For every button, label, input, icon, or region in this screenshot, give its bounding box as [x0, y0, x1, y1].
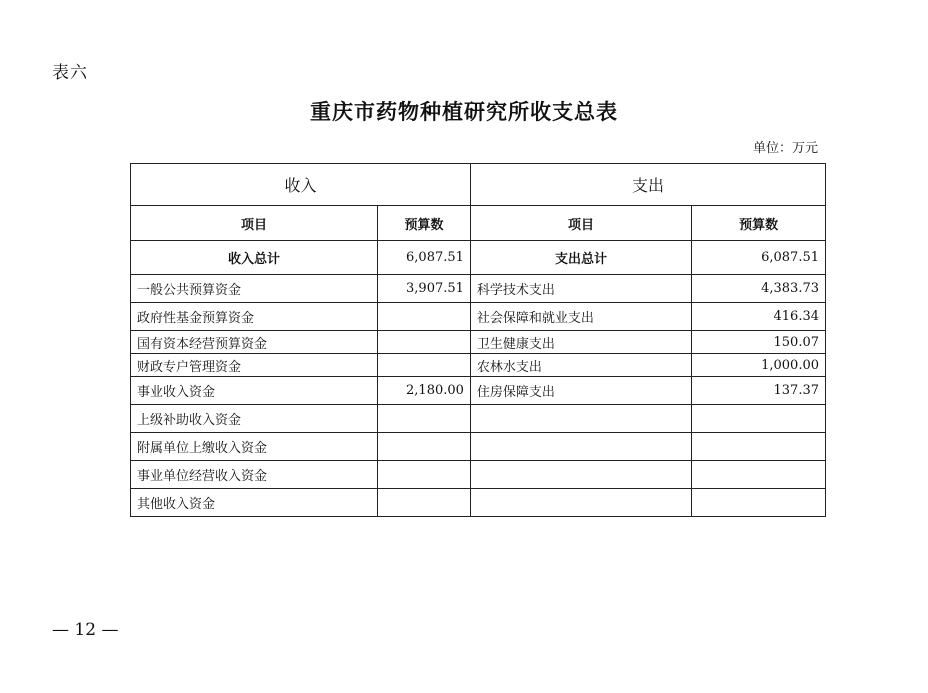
expenditure-section-header: 支出 — [470, 164, 825, 206]
column-header-row — [131, 206, 826, 241]
expense-budget-header: 预算数 — [692, 206, 826, 241]
income-value — [378, 461, 471, 489]
income-item: 政府性基金预算资金 — [131, 303, 378, 331]
table-row — [131, 377, 826, 405]
income-value — [378, 331, 471, 354]
expense-total-value: 6,087.51 — [692, 241, 826, 275]
expense-item — [470, 489, 691, 517]
expense-item — [470, 461, 691, 489]
income-value — [378, 405, 471, 433]
expense-value: 416.34 — [692, 303, 826, 331]
unit-label: 单位：万元 — [752, 141, 818, 156]
expense-item — [470, 433, 691, 461]
table-row — [131, 405, 826, 433]
budget-table — [130, 163, 826, 517]
income-item: 一般公共预算资金 — [131, 275, 378, 303]
expense-item — [470, 405, 691, 433]
expense-value: 150.07 — [692, 331, 826, 354]
expense-total-label: 支出总计 — [470, 241, 691, 275]
table-row — [131, 461, 826, 489]
expense-item: 科学技术支出 — [470, 275, 691, 303]
income-item: 事业收入资金 — [131, 377, 378, 405]
table-row — [131, 331, 826, 354]
expense-item: 社会保障和就业支出 — [470, 303, 691, 331]
page-number: — 12 — — [52, 620, 119, 640]
expense-item: 住房保障支出 — [470, 377, 691, 405]
income-item: 其他收入资金 — [131, 489, 378, 517]
expense-value — [692, 461, 826, 489]
income-value: 3,907.51 — [378, 275, 471, 303]
table-row — [131, 489, 826, 517]
income-item-header: 项目 — [131, 206, 378, 241]
income-total-value: 6,087.51 — [378, 241, 471, 275]
totals-row — [131, 241, 826, 275]
income-item: 国有资本经营预算资金 — [131, 331, 378, 354]
table-row — [131, 433, 826, 461]
income-value — [378, 354, 471, 377]
income-budget-header: 预算数 — [378, 206, 471, 241]
income-value: 2,180.00 — [378, 377, 471, 405]
income-item: 财政专户管理资金 — [131, 354, 378, 377]
expense-value — [692, 405, 826, 433]
income-item: 事业单位经营收入资金 — [131, 461, 378, 489]
expense-item: 卫生健康支出 — [470, 331, 691, 354]
income-item: 上级补助收入资金 — [131, 405, 378, 433]
expense-value — [692, 433, 826, 461]
income-value — [378, 489, 471, 517]
income-total-label: 收入总计 — [131, 241, 378, 275]
income-item: 附属单位上缴收入资金 — [131, 433, 378, 461]
expense-value: 4,383.73 — [692, 275, 826, 303]
table-row — [131, 275, 826, 303]
expense-value: 137.37 — [692, 377, 826, 405]
document-title: 重庆市药物种植研究所收支总表 — [310, 99, 618, 124]
section-header-row — [131, 164, 826, 206]
table-label: 表六 — [52, 63, 88, 83]
table-row — [131, 354, 826, 377]
expense-value — [692, 489, 826, 517]
income-value — [378, 433, 471, 461]
income-section-header: 收入 — [131, 164, 471, 206]
income-value — [378, 303, 471, 331]
expense-item: 农林水支出 — [470, 354, 691, 377]
expense-value: 1,000.00 — [692, 354, 826, 377]
expense-item-header: 项目 — [470, 206, 691, 241]
table-row — [131, 303, 826, 331]
